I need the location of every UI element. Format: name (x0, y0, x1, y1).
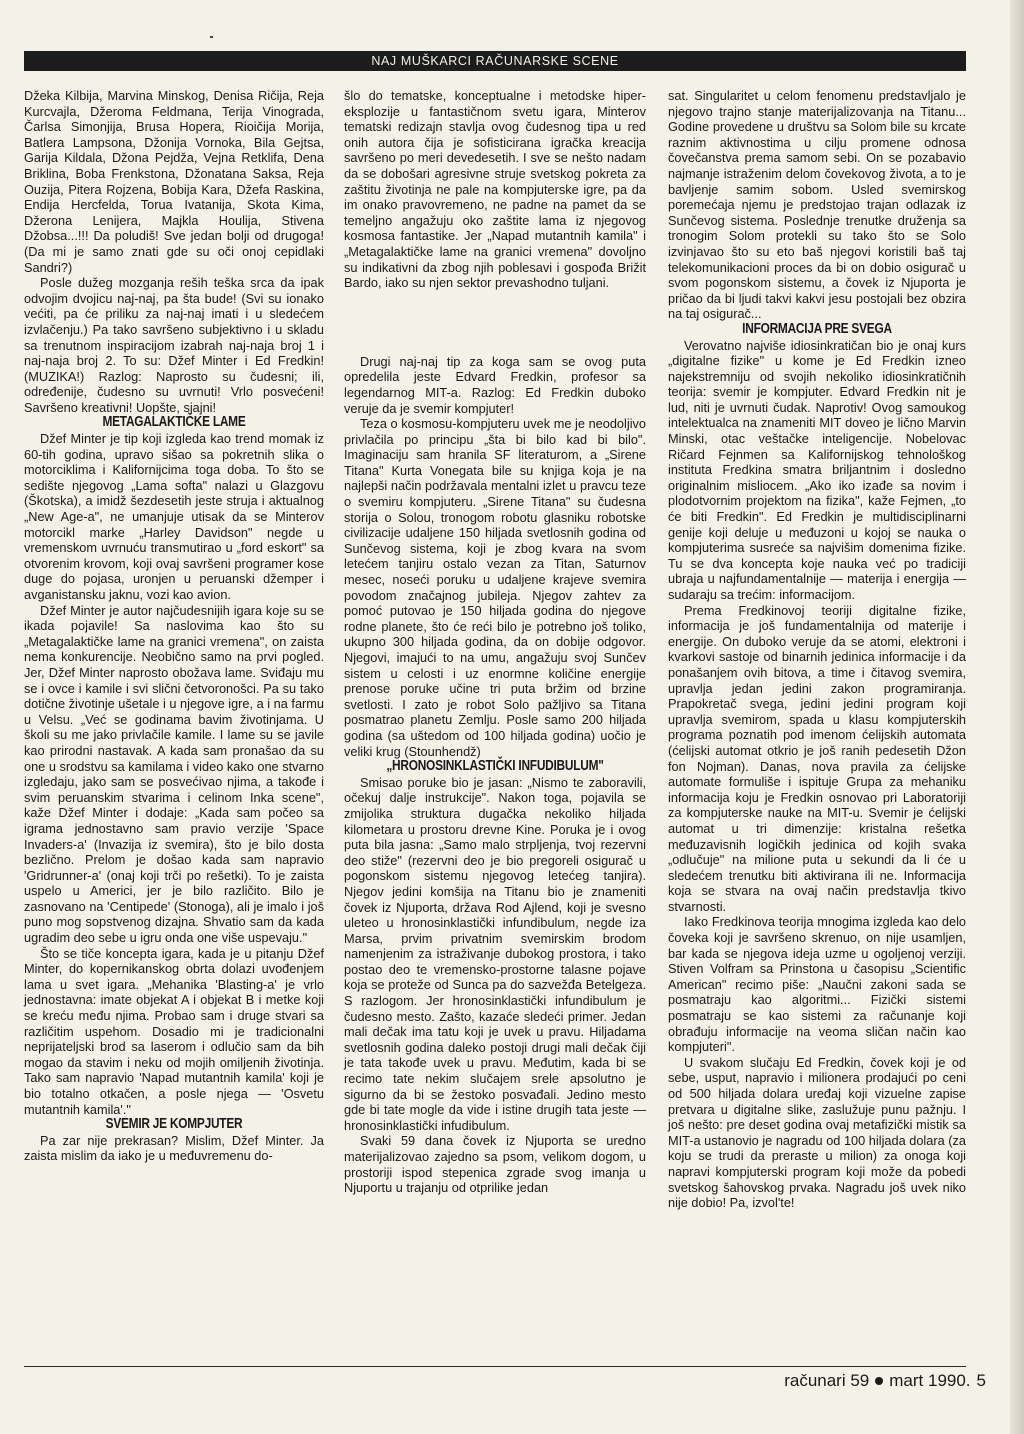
paragraph: Verovatno najviše idiosinkratičan bio je onaj kurs „digitalne fizike" u kome je Ed Fredkin izneo najekstremniju od svojih nekoliko idiosinkratičnih teorija: svemir je kompjuter. Edvard Fredkin nit je lud, niti je uvrnuti čudak. Naprotiv! Ovog samoukog intelektualca na znameniti MIT doveo je lično Marvin Minski, otac veštačke inteligencije. Nobelovac Ričard Fejnmen sa Kalifornijskog tehnološkog instituta Fredkina smatra briljantnim i dosledno originalnim misliocem. „Ako iko izađe sa novim i plodotvornim projektom na fizika", kaže Fejmen, „to će biti Fredkin". Ed Fredkin je multidisciplinarni genije koji deluje u međuzoni u kojoj se nauka o kompjuterima susreće sa najvišim domenima fizike. Tu se dva koncepta koje nauka već po tradiciji ubraja u najfundamentalnije — materija i energija — sudaraju sa trećim: informacijom. (668, 337, 966, 602)
section-title: NAJ MUŠKARCI RAČUNARSKE SCENE (371, 54, 619, 68)
bullet-icon (875, 1377, 883, 1385)
subheading-hronosinklasticki-infudibulum: „HRONOSINKLASTIČKI INFUDIBULUM" (386, 758, 604, 775)
paragraph: Pa zar nije prekrasan? Mislim, Džef Minter. Ja zaista mislim da iako je u međuvremenu do- (24, 1132, 324, 1164)
footer-rule (24, 1366, 966, 1367)
column-3 (668, 88, 966, 1211)
speck (210, 36, 213, 38)
column-1 (24, 88, 324, 1164)
column-2 (344, 88, 646, 1196)
paragraph: Smisao poruke bio je jasan: „Nismo te zaboravili, očekuj dalje instrukcije". Nakon toga, pojavila se zmijolika struktura dugačka nekoliko hiljada kilometara u prostoru drevne Kine. Poruka je i ovog puta bila jasna: „Samo malo strpljenja, tvoj rezervni deo stiže" (rezervni deo je bio pregoreli osigurač u pogonskom sistemu njegovog letećeg tanjira). Njegov jedini komšija na Titanu bio je znameniti čovek iz Njuporta, država Rod Ajlend, koji je svesno uleteo u hronosinklastički infundibulum, negde iza Marsa, prvim privatnim svemirskim brodom namenjenim za istraživanje dubokog prostora, i tako postao deo te vremensko-prostorne talasne pojave koja se proteže od Sunca pa do sazvežđa Betelgeza. S razlogom. Jer hronosinklastički infundibulum je čudesno mesto. Zašto, kazaće sledeći primer. Jedan mali dečak ima tatu koji je uvek u pravu. Hiljadama svetlosnih godina daleko postoji drugi mali dečak čiji je tata takođe uvek u pravu. Međutim, kada bi se recimo tate nekim slučajem srele apsolutno je sigurno da bi se žestoko posvađali. Jedino mesto gde bi tate mogle da vide i istine drugih tata jeste — hronosinklastički infudibulum. (344, 774, 646, 1133)
paragraph: Što se tiče koncepta igara, kada je u pitanju Džef Minter, do kopernikanskog obrta dolazi uvođenjem lama u svet igara. „Mehanika 'Blasting-a' je vrlo jednostavna: imate objekat A i objekat B i metke koji se kreću među njima. Probao sam i druge stvari sa različitim uspehom. Dosadio mi je tradicionalni neprijateljski brod sa laserom i odlučio sam da bih mogao da stavim i neku od mojih omiljenih životinja. Tako sam napravio 'Napad mutantnih kamila' koji je bio totalno otkačen, a posle njega — 'Osvetu mutantnih kamila'." (24, 945, 324, 1117)
subheading-informacija-pre-svega: INFORMACIJA PRE SVEGA (742, 320, 892, 337)
page-footer (784, 1371, 986, 1391)
magazine-issue: računari 59 (784, 1371, 870, 1390)
paragraph: Drugi naj-naj tip za koga sam se ovog puta opredelila jeste Edvard Fredkin, profesor sa legendarnog MIT-a. Razlog: Ed Fredkin duboko veruje da je svemir kompjuter! (344, 353, 646, 416)
page-number: 5 (976, 1371, 986, 1390)
paragraph: šlo do tematske, konceptualne i metodske hiper-eksplozije u fantastičnom svetu igara, Minterov tematski redizajn stavlja ovog čudesnog tipa u red onih autora čija je sofisticirana igračka kreacija savršeno po meri devedesetih. I sve se nešto nadam da se dobošari agresivne struje svetskog pokreta za zaštitu životinja ne pale na kompjuterske igre, pa da im onako pravovremeno, ne padne na pamet da se temeljno angažuju oko zaštite lama iz njegovog kosmosa fantastike. Jer „Napad mutantnih kamila" i „Metagalaktičke lame na granici vremena" dovoljno su indikativni da zbog njih poblesavi i gospođa Brižit Bardo, iako su njen sektor prevashodno tuljani. (344, 88, 646, 291)
paragraph: Prema Fredkinovoj teoriji digitalne fizike, informacija je još fundamentalnija od materije i energije. On duboko veruje da se atomi, elektroni i kvarkovi sastoje od binarnih jedinica informacije i da ponašanjem ovih bitova, a time i čitavog svemira, upravlja jedan jedini zakon programiranja. Prapokretač svega, jedini jedini program koji upravlja svemirom, spada u klasu kompjuterskih programa poznatih pod imenom ćelijskih automata (ćelijski automat otkrio je još ranih pedesetih Džon fon Nojman). Danas, nova pravila za ćelijske automate formuliše i ispituje Grupa za mehaniku informacija koju je Fredkin osnovao pri Laboratoriji za kompjuterske nauke na MIT-u. Svemir je ćelijski automat u tri dimenzije: kristalna rešetka međuzavisnih logičkih jedinica od kojih svaka „odlučuje" na milione puta u sekundi da li će u sledećem trenutku biti aktivirana ili ne. Informacija koja se stvara na ovaj način predstavlja tkivo stvarnosti. (668, 602, 966, 914)
paragraph: Džef Minter je tip koji izgleda kao trend momak iz 60-tih godina, upravo sišao sa pokretnih slika o motorciklima i Kalifornijcima toga doba. To što se sedište njegovog „Lama softa" nalazi u Glazgovu (Škotska), a imidž šezdesetih jeste struja i aktualnog „New Age-a", ne umanjuje utisak da se Minterov motorcikl marke „Harley Davidson" negde u vremenskom uvrnuću transmutirao u „ford eskort" sa otvorenim krovom, koji ovaj savršeni programer kose duge do pojasa, uronjen u peruanski džemper i avganistansku jaknu, vozi kao avion. (24, 431, 324, 602)
paragraph: Džeka Kilbija, Marvina Minskog, Denisa Ričija, Reja Kurcvajla, Džeroma Feldmana, Terija Vinograda, Čarlsa Simonjija, Brusa Hopera, Rioičija Morija, Batlera Lampsona, Džonija Vornoka, Bila Gejtsa, Garija Kildala, Džona Pejdža, Vejna Retklifa, Dena Briklina, Boba Frenkstona, Džonatana Saksa, Reja Ouzija, Pitera Rojzena, Bobija Kara, Džefa Raskina, Endija Hercfelda, Torua Ivatanija, Skota Kima, Džerona Lenijera, Majkla Houlija, Stivena Džobsa...!!! Da poludiš! Sve jedan bolji od drugoga! (Da mi je samo znati gde su oči onoj cepidlaki Sandri?) (24, 88, 324, 275)
page-edge (1010, 0, 1024, 1434)
paragraph: sat. Singularitet u celom fenomenu predstavljalo je njegovo trajno stanje materijalizovanja na Titanu... Godine provedene u društvu sa Solom bile su krcate raznim aktivnostima u cilju promene odnosa čovečanstva prema samom sebi. On se pozabavio najmanje istraženim delom čovekovog života, a to je bavljenje samim sobom. Usled svemirskog poremećaja njemu je predstojao trajan odlazak iz Sunčevog sistema. Poslednje trenutke druženja sa tronogim Solom protekli su tako što se Solo izvinjavao što su eto baš njegovi koristili baš taj telekomunikacioni proces da bi on dobio osigurač u svom pogonskom sistemu, a čovek iz Njuporta je pričao da bi ljudi takvi kakvi jesu postojali bez obzira na taj osigurač... (668, 88, 966, 322)
paragraph: Džef Minter je autor najčudesnijih igara koje su se ikada pojavile! Sa naslovima kao što su „Metagalaktičke lame na granici vremena", on zaista nema konkurencije. Neobično samo na prvi pogled. Jer, Džef Minter naprosto obožava lame. Sviđaju mu se i ovce i kamile i svi slični četvoronošci. Pa su tako dotične životinje ušetale i u njegove igre, a i na farmu u Velsu. „Već se godinama bavim životinjama. U školi su me jako privlačile kamile. I lame su se javile kao prirodni nastavak. A kada sam pronašao da su one u srodstvu sa kamilama i video kako one stvarno izgledaju, jako sam se posvećivao njima, a takođe i svim peruanskim stvarima i celinom Inka scene", kaže Džef Minter i dodaje: „Kada sam počeo sa igrama jednostavno sam pravio verzije 'Space Invaders-a' (Invazija iz svemira), što je bilo dosta bezlično. Prelom je došao kada sam napravio 'Gridrunner-a' (onaj koji trči po rešetki). To je zaista uspelo u Americi, jer je bilo različito. Bilo je zasnovano na 'Centipede' (Stonoga), ali je imalo i još puno mog sopstvenog dizajna. Shvatio sam da kada ugradim deo sebe u igru onda one više uspevaju." (24, 602, 324, 946)
subheading-metagalakticke-lame: METAGALAKTIČKE LAME (102, 414, 246, 431)
issue-date: mart 1990. (889, 1371, 971, 1390)
paragraph: Posle dužeg mozganja reših teška srca da ipak odvojim dvojicu naj-naj, pa šta bude! (Svi su ionako većiti, pa će priliku za naj-naj imati i u sledećem izvlačenju.) Pa tako savršeno subjektivno i u skladu sa trenutnom inspiracijom izabrah naj-naja broj 1 i naj-naja broj 2. To su: Džef Minter i Ed Fredkin! (MUZIKA!) Razlog: Naprosto su čudesni; ili, određenije, čudesno su uvrnuti! Vrlo posvećeni! Savršeno kreativni! Uopšte, sjajni! (24, 275, 324, 415)
paragraph: Svaki 59 dana čovek iz Njuporta se uredno materijalizovao zajedno sa psom, velikom dogom, u prostoriji ispod stepenica zgrade svog imanja u Njuportu u trajanju od otprilike jedan (344, 1133, 646, 1196)
section-header (24, 51, 966, 71)
paragraph: U svakom slučaju Ed Fredkin, čovek koji je od sebe, usput, napravio i milionera prodajući po ceni od 500 hiljada dolara uređaj koji vizuelne zapise pretvara u digitalne slike, zaslužuje punu pažnju. I još nešto: pre deset godina ovaj metafizički mistik sa MIT-a ustanovio je nagradu od 100 hiljada dolara (za koju se trudi da preraste u milion) za onoga koji napravi kompjuterski program koji može da pobedi svetskog šahovskog prvaka. Nagradu još uvek niko nije dobio! Pa, izvol'te! (668, 1054, 966, 1211)
paragraph: Teza o kosmosu-kompjuteru uvek me je neodoljivo privlačila po principu „šta bi bilo kad bi bilo". Imaginaciju sam hranila SF literaturom, a „Sirene Titana" Kurta Vonegata bile su knjiga koja je na najlepši način podržavala mentalni izlet u pravcu teze o svemiru kompjuteru. „Sirene Titana" su čudesna storija o Solou, tronogom robotu glasniku robotske civilizacije udaljene 150 hiljada svetlosnih godina od Sunčevog sistema, koji je zbog kvara na svom letećem tanjiru ostalo vezan za Titan, Saturnov mesec, noseći poruku u udaljene krajeve svemira povodom značajnog jubileja. Njegov zahtev za pomoć putovao je 150 hiljada godina do njegove rodne planete, što će reći bilo je potrebno još toliko, ukupno 300 hiljada godina, da on dobije odgovor. Njegovi, imajući to na umu, angažuju svoj Sunčev sistem u celosti i uz enormne količine energije prenose poruke učine tri puta bržim od brzine svetlosti. I zato je robot Solo pažljivo sa Titana posmatrao planetu Zemlju. Posle samo 200 hiljada godina (sa uštedom od 100 hiljada godina) uočio je veliki krug (Stounhendž) (344, 416, 646, 759)
paragraph: Iako Fredkinova teorija mnogima izgleda kao delo čoveka koji je savršeno skrenuo, on nije usamljen, bar kada se njegova ideja uzme u ogoljenoj verziji. Stiven Volfram sa Prinstona u časopisu „Scientific American" recimo piše: „Naučni zakoni sada se posmatraju kao algoritmi... Fizički sistemi posmatraju se kao sistemi za računanje koji obrađuju informacije na veoma sličan način kao kompjuteri". (668, 914, 966, 1055)
subheading-svemir-je-kompjuter: SVEMIR JE KOMPJUTER (105, 1116, 243, 1133)
